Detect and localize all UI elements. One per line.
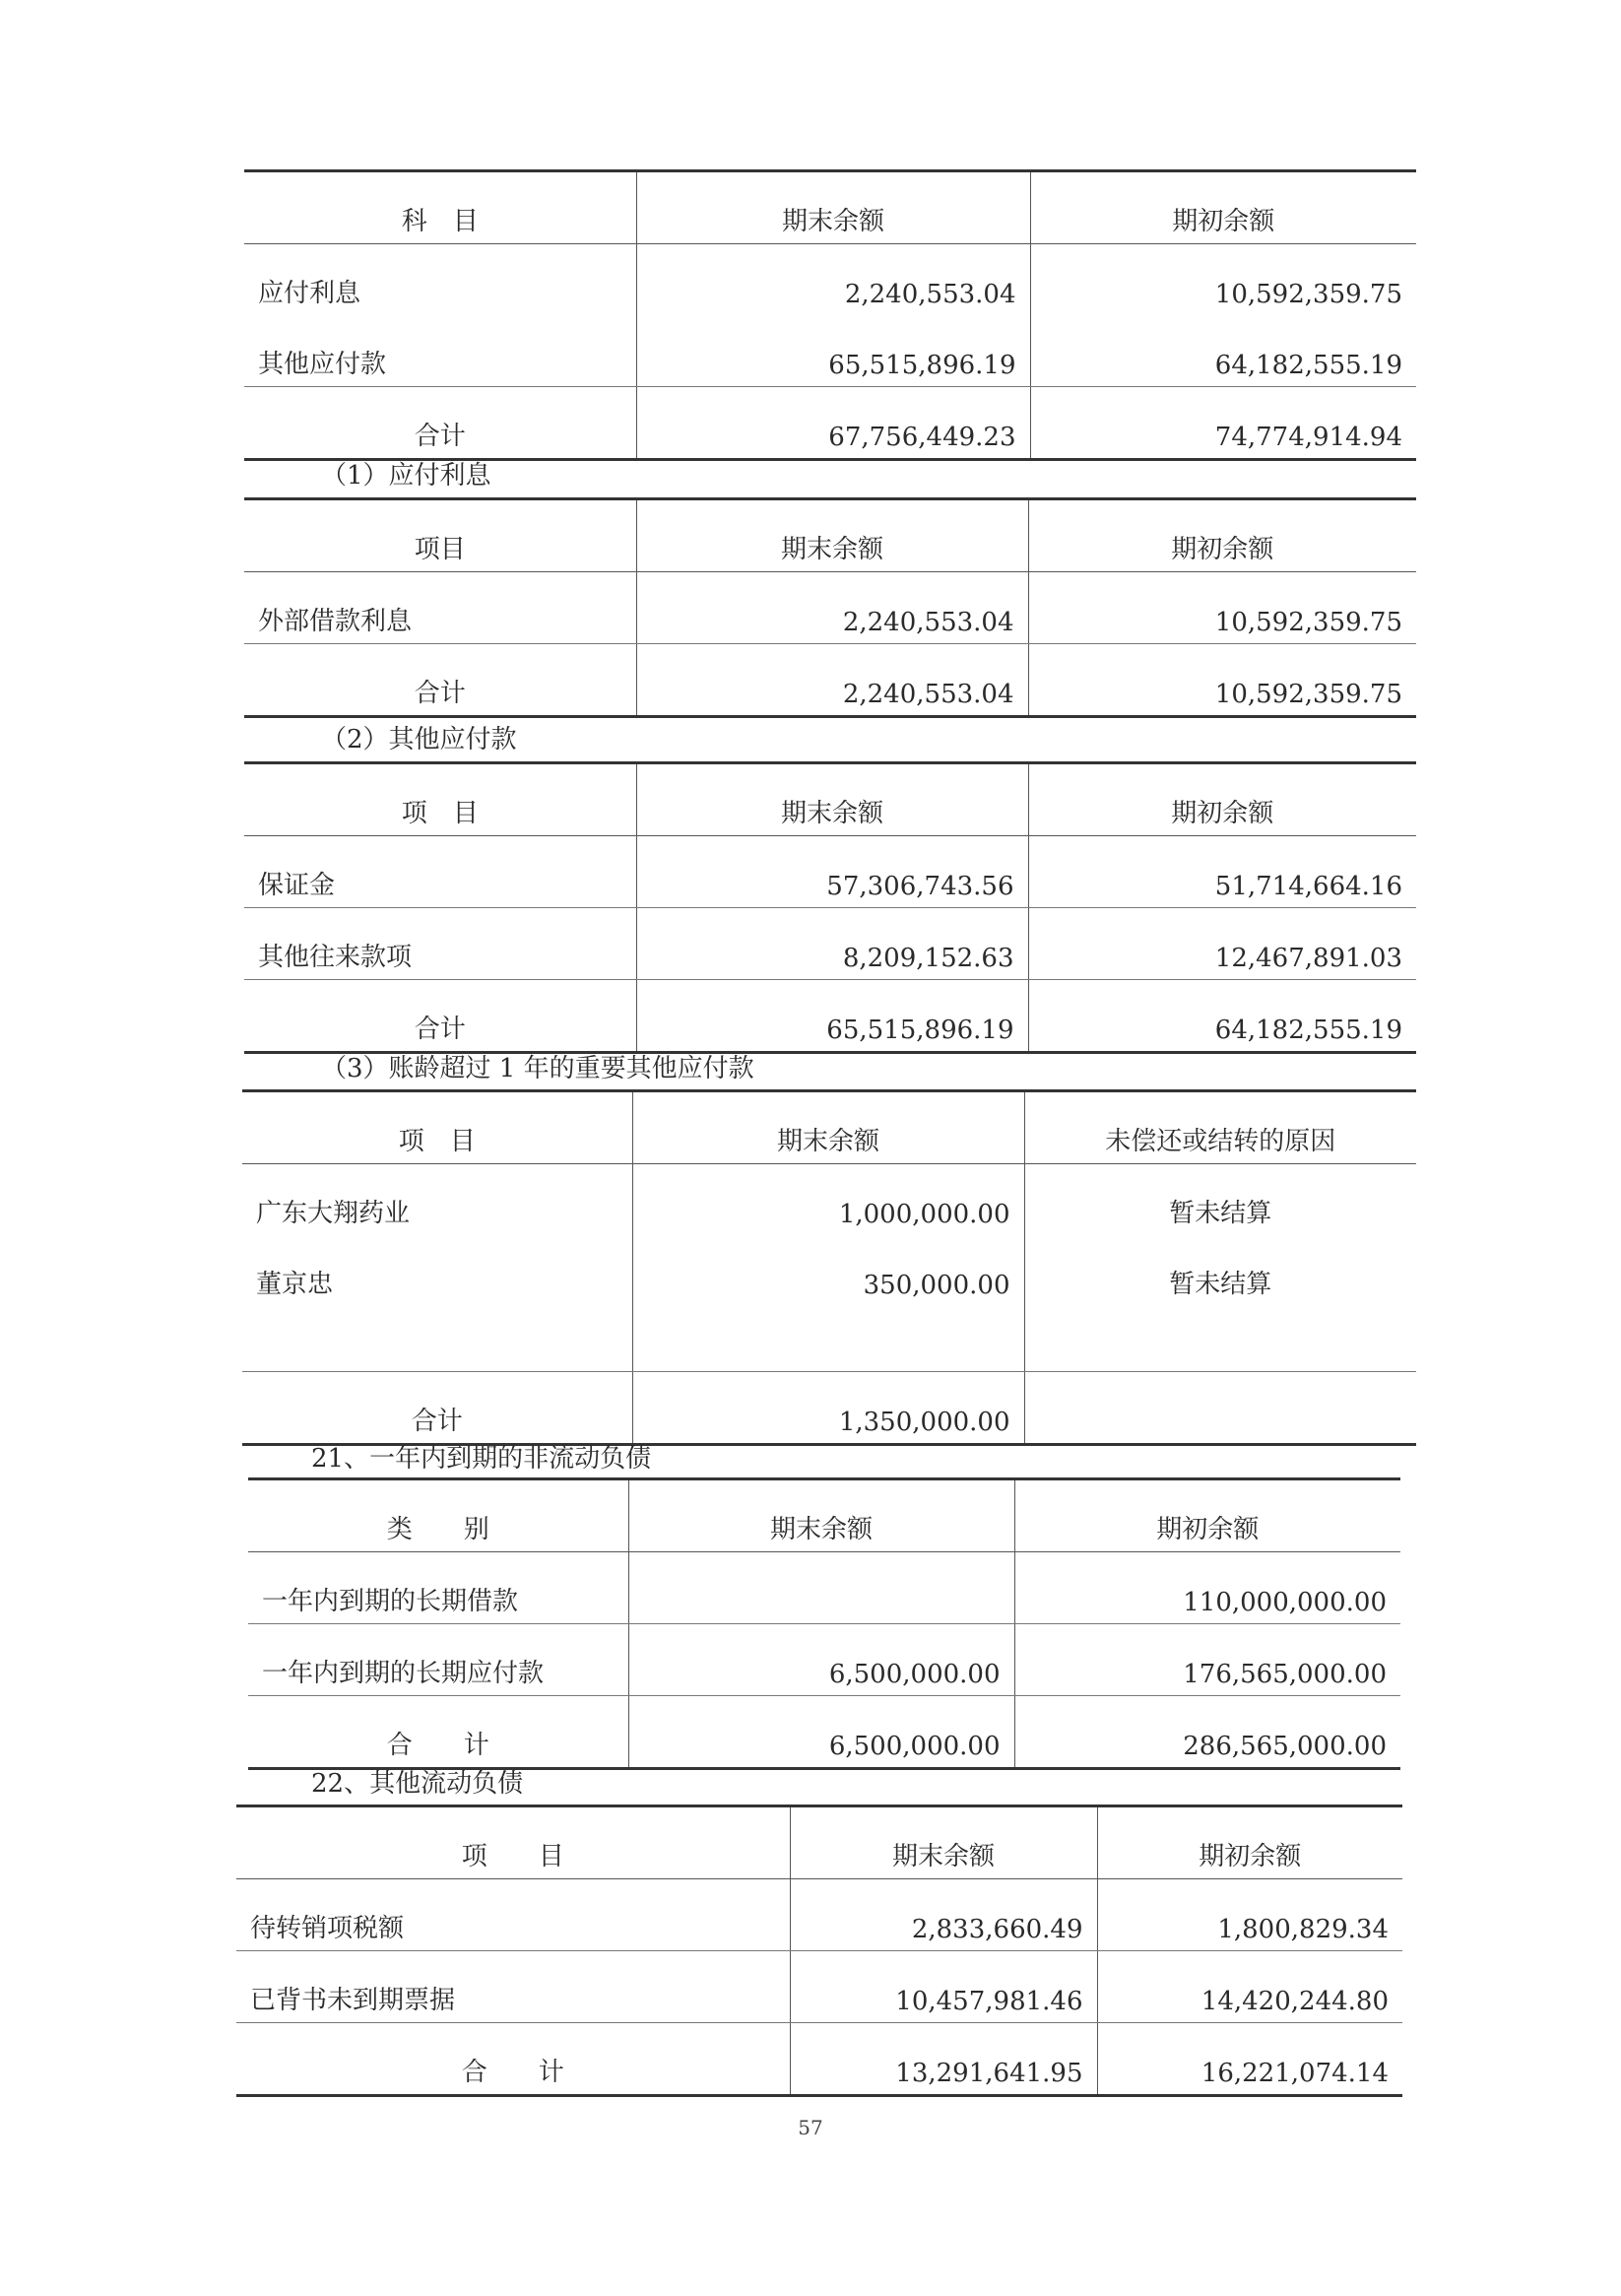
total-beginning-balance: 74,774,914.94	[1030, 387, 1416, 460]
table-row	[248, 1624, 1400, 1696]
section-caption: （1）应付利息	[321, 461, 491, 491]
total-reason	[1024, 1372, 1416, 1445]
table-row	[244, 836, 1416, 908]
row-label: 广东大翔药业	[256, 1199, 411, 1228]
table-row	[242, 1235, 1416, 1306]
beginning-balance: 12,467,891.03	[1028, 908, 1416, 980]
section-caption: 22、其他流动负债	[311, 1769, 524, 1799]
column-header: 类 别	[248, 1479, 628, 1552]
section-caption: 21、一年内到期的非流动负债	[311, 1444, 652, 1474]
column-header: 期末余额	[636, 763, 1028, 836]
table-row	[242, 1164, 1416, 1236]
total-label: 合计	[242, 1372, 632, 1445]
column-header: 期末余额	[636, 499, 1028, 572]
total-beginning-balance: 286,565,000.00	[1014, 1696, 1400, 1769]
total-label: 合计	[244, 644, 636, 717]
beginning-balance: 110,000,000.00	[1014, 1552, 1400, 1624]
row-label: 其他应付款	[244, 315, 636, 387]
table-total-row	[244, 980, 1416, 1053]
column-header: 期初余额	[1028, 499, 1416, 572]
table-aged-other-payables	[242, 1089, 1416, 1446]
reason: 暂未结算	[1024, 1235, 1416, 1306]
column-header: 期初余额	[1097, 1806, 1402, 1879]
table-total-row	[248, 1696, 1400, 1769]
column-header: 项目	[244, 499, 636, 572]
beginning-balance: 51,714,664.16	[1028, 836, 1416, 908]
column-header: 期初余额	[1030, 171, 1416, 244]
column-header: 项 目	[244, 763, 636, 836]
beginning-balance: 176,565,000.00	[1014, 1624, 1400, 1696]
table-header-row	[244, 499, 1416, 572]
ending-balance: 2,833,660.49	[790, 1879, 1097, 1951]
row-label: 董京忠	[256, 1270, 334, 1299]
spacer-cell	[242, 1306, 632, 1372]
table-row	[236, 1879, 1402, 1951]
ending-balance: 65,515,896.19	[636, 315, 1030, 387]
table-total-row	[236, 2023, 1402, 2096]
column-header: 未偿还或结转的原因	[1024, 1091, 1416, 1164]
table-header-row	[236, 1806, 1402, 1879]
column-header: 科 目	[244, 171, 636, 244]
row-label: 保证金	[244, 836, 636, 908]
ending-balance: 2,240,553.04	[636, 572, 1028, 644]
total-beginning-balance: 64,182,555.19	[1028, 980, 1416, 1053]
row-label: 已背书未到期票据	[236, 1951, 790, 2023]
row-label: 应付利息	[258, 279, 361, 308]
section-caption: （3）账龄超过 1 年的重要其他应付款	[321, 1054, 754, 1083]
table-total-row	[244, 644, 1416, 717]
row-label: 其他往来款项	[244, 908, 636, 980]
ending-balance	[628, 1552, 1014, 1624]
table-header-row	[248, 1479, 1400, 1552]
reason: 暂未结算	[1024, 1164, 1416, 1236]
column-header: 期初余额	[1028, 763, 1416, 836]
total-ending-balance: 2,240,553.04	[636, 644, 1028, 717]
row-label: 一年内到期的长期应付款	[248, 1624, 628, 1696]
table-row	[248, 1552, 1400, 1624]
ending-balance: 2,240,553.04	[636, 244, 1030, 316]
spacer-cell	[1024, 1306, 1416, 1372]
table-header-row	[244, 171, 1416, 244]
total-label: 合 计	[236, 2023, 790, 2096]
table-interest-payable	[244, 497, 1416, 718]
table-row	[244, 572, 1416, 644]
column-header: 项 目	[236, 1806, 790, 1879]
table-header-row	[244, 763, 1416, 836]
ending-balance: 57,306,743.56	[636, 836, 1028, 908]
column-header: 期初余额	[1014, 1479, 1400, 1552]
beginning-balance: 64,182,555.19	[1030, 315, 1416, 387]
table-current-noncurrent-liabilities	[248, 1477, 1400, 1770]
table-payables-summary	[244, 169, 1416, 461]
total-ending-balance: 67,756,449.23	[636, 387, 1030, 460]
beginning-balance: 14,420,244.80	[1097, 1951, 1402, 2023]
table-spacer-row	[242, 1306, 1416, 1372]
spacer-cell	[632, 1306, 1024, 1372]
section-caption: （2）其他应付款	[321, 725, 517, 754]
total-label: 合计	[244, 980, 636, 1053]
table-row	[236, 1951, 1402, 2023]
beginning-balance: 10,592,359.75	[1030, 244, 1416, 316]
column-header: 期末余额	[632, 1091, 1024, 1164]
ending-balance: 6,500,000.00	[628, 1624, 1014, 1696]
table-other-current-liabilities	[236, 1804, 1402, 2097]
total-beginning-balance: 16,221,074.14	[1097, 2023, 1402, 2096]
beginning-balance: 1,800,829.34	[1097, 1879, 1402, 1951]
table-header-row	[242, 1091, 1416, 1164]
row-label: 一年内到期的长期借款	[248, 1552, 628, 1624]
ending-balance: 1,000,000.00	[632, 1164, 1024, 1236]
table-row	[244, 908, 1416, 980]
total-ending-balance: 6,500,000.00	[628, 1696, 1014, 1769]
page-number: 57	[798, 2116, 823, 2139]
table-row	[244, 315, 1416, 387]
beginning-balance: 10,592,359.75	[1028, 572, 1416, 644]
total-label: 合计	[244, 387, 636, 460]
column-header: 期末余额	[636, 171, 1030, 244]
column-header: 期末余额	[628, 1479, 1014, 1552]
ending-balance: 350,000.00	[632, 1235, 1024, 1306]
column-header: 项 目	[242, 1091, 632, 1164]
total-ending-balance: 13,291,641.95	[790, 2023, 1097, 2096]
total-ending-balance: 65,515,896.19	[636, 980, 1028, 1053]
column-header: 期末余额	[790, 1806, 1097, 1879]
total-label: 合 计	[248, 1696, 628, 1769]
total-beginning-balance: 10,592,359.75	[1028, 644, 1416, 717]
ending-balance: 10,457,981.46	[790, 1951, 1097, 2023]
ending-balance: 8,209,152.63	[636, 908, 1028, 980]
total-ending-balance: 1,350,000.00	[632, 1372, 1024, 1445]
row-label: 待转销项税额	[236, 1879, 790, 1951]
table-total-row	[242, 1372, 1416, 1445]
table-other-payables	[244, 761, 1416, 1054]
row-label: 外部借款利息	[244, 572, 636, 644]
table-total-row	[244, 387, 1416, 460]
table-row	[244, 244, 1416, 316]
